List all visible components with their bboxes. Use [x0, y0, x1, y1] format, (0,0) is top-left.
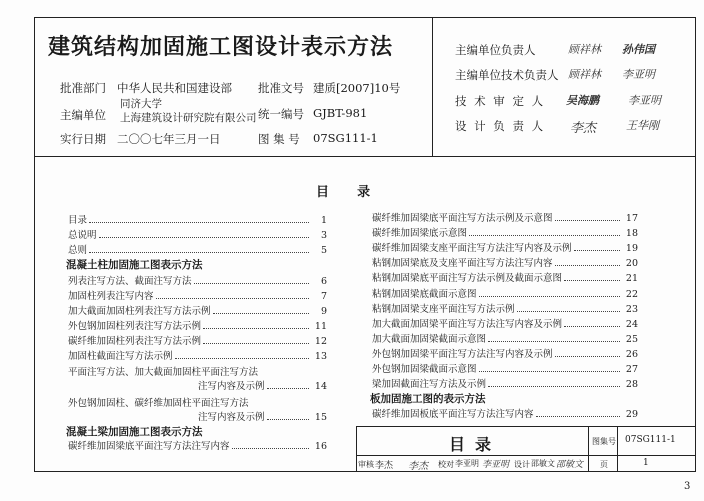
impl-date-label: 实行日期	[60, 132, 106, 146]
toc-entry[interactable]: 加固柱列表注写内容 7	[68, 291, 327, 302]
header-vertical-divider	[432, 17, 433, 156]
atlas-no-label: 图 集 号	[258, 132, 300, 146]
page-value: 1	[643, 458, 649, 468]
title-block-divider	[356, 455, 695, 456]
designer-signature: 邵敏文	[556, 460, 584, 470]
atlas-number: 07SG111-1	[625, 435, 676, 445]
page-label: 页	[600, 460, 608, 469]
toc-entry[interactable]: 总则 5	[68, 245, 327, 256]
approve-dept: 中华人民共和国建设部	[117, 81, 232, 95]
title-block-title: 目录	[448, 435, 501, 454]
toc-entry[interactable]: 外包钢加固柱列表注写方法示例 11	[68, 321, 327, 332]
toc-entry[interactable]: 注写内容及示例 15	[198, 412, 327, 423]
unified-no-label: 统一编号	[258, 107, 304, 121]
toc-entry-text: 平面注写方法、加大截面加固柱平面注写方法	[68, 367, 259, 378]
editor-unit-label: 主编单位	[60, 108, 106, 122]
signature: 李杰	[570, 121, 597, 136]
editor-unit-1: 同济大学	[120, 98, 162, 110]
checker-signature: 李亚明	[482, 460, 510, 470]
toc-entry[interactable]: 外包钢加固梁平面注写方法注写内容及示例 26	[372, 349, 638, 360]
responsible-label: 主编单位负责人	[455, 43, 536, 57]
title-block-divider	[588, 426, 589, 471]
signature: 吴海鹏	[566, 94, 599, 107]
responsible-label: 技 术 审 定 人	[455, 94, 546, 108]
unified-no: GJBT-981	[313, 106, 368, 120]
signature: 李亚明	[622, 68, 655, 81]
toc-entry[interactable]: 碳纤维加固梁底示意图 18	[372, 228, 638, 239]
approve-doc: 建质[2007]10号	[313, 81, 401, 95]
toc-entry[interactable]: 列表注写方法、截面注写方法 6	[68, 276, 327, 287]
toc-heading: 目 录	[316, 185, 373, 200]
toc-entry[interactable]: 梁加固截面注写方法及示例 28	[372, 379, 638, 390]
approve-doc-label: 批准文号	[258, 81, 304, 95]
toc-section-title: 混凝土梁加固施工图表示方法	[66, 426, 203, 438]
toc-entry[interactable]: 粘钢加固梁底平面注写方法示例及截面示意图 21	[372, 273, 638, 284]
toc-entry[interactable]: 加固柱截面注写方法示例 13	[68, 351, 327, 362]
toc-entry[interactable]: 外包钢加固梁截面示意图 27	[372, 364, 638, 375]
header-divider	[34, 156, 696, 157]
toc-entry[interactable]: 碳纤维加固板底平面注写方法注写内容 29	[372, 409, 638, 420]
signature: 王华刚	[626, 119, 659, 132]
toc-section-title: 混凝土柱加固施工图表示方法	[66, 259, 203, 271]
signature: 李亚明	[628, 94, 661, 107]
signature: 顾祥林	[568, 68, 601, 81]
reviewer-signature: 李杰	[408, 461, 428, 472]
toc-entry-text: 外包钢加固柱、碳纤维加固柱平面注写方法	[68, 398, 249, 409]
page-title: 建筑结构加固施工图设计表示方法	[48, 34, 394, 60]
atlas-no: 07SG111-1	[313, 131, 378, 145]
toc-entry[interactable]: 碳纤维加固柱列表注写方法示例 12	[68, 336, 327, 347]
responsible-label: 设 计 负 责 人	[455, 119, 546, 133]
signature: 孙伟国	[622, 43, 655, 56]
toc-entry[interactable]: 注写内容及示例 14	[198, 381, 327, 392]
toc-section-title: 板加固施工图的表示方法	[370, 393, 486, 405]
check-label: 校对	[438, 460, 454, 469]
toc-entry[interactable]: 加大截面加固梁平面注写方法注写内容及示例 24	[372, 319, 638, 330]
page-number: 3	[684, 481, 691, 492]
approve-dept-label: 批准部门	[60, 81, 106, 95]
checker-name: 李亚明	[455, 459, 479, 468]
title-block-divider	[617, 426, 618, 471]
toc-entry[interactable]: 目录 1	[68, 215, 327, 226]
editor-unit-2: 上海建筑设计研究院有限公司	[120, 112, 257, 124]
toc-entry[interactable]: 总说明 3	[68, 230, 327, 241]
toc-entry[interactable]: 加大截面加固梁截面示意图 25	[372, 334, 638, 345]
responsible-label: 主编单位技术负责人	[455, 68, 559, 82]
toc-entry[interactable]: 粘钢加固梁底及支座平面注写方法注写内容 20	[372, 258, 638, 269]
toc-entry[interactable]: 碳纤维加固梁底平面注写方法注写内容 16	[68, 441, 327, 452]
toc-entry[interactable]: 碳纤维加固梁底平面注写方法示例及示意图 17	[372, 213, 638, 224]
design-label: 设计	[514, 460, 530, 469]
toc-entry[interactable]: 粘钢加固梁底截面示意图 22	[372, 289, 638, 300]
atlas-label: 图集号	[592, 437, 616, 446]
reviewer-name: 李杰	[375, 461, 394, 471]
toc-entry[interactable]: 碳纤维加固梁支座平面注写方法注写内容及示例 19	[372, 243, 638, 254]
toc-entry[interactable]: 粘钢加固梁支座平面注写方法示例 23	[372, 304, 638, 315]
review-label: 审核	[358, 460, 374, 469]
toc-entry[interactable]: 加大截面加固柱列表注写方法示例 9	[68, 306, 327, 317]
impl-date: 二〇〇七年三月一日	[117, 132, 221, 146]
signature: 顾祥林	[568, 43, 601, 56]
designer-name: 邵敏文	[531, 459, 555, 468]
